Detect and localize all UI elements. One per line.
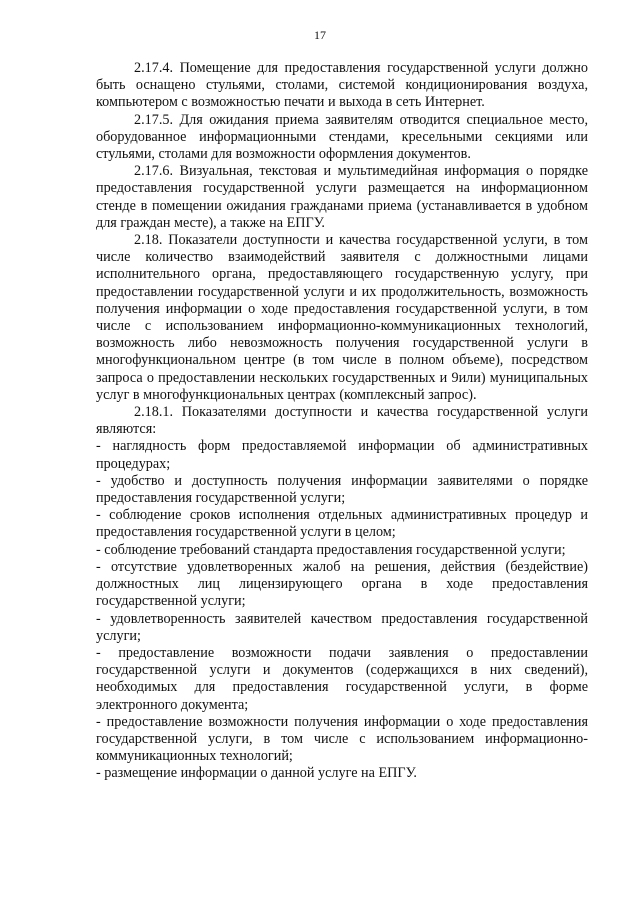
list-item: - удовлетворенность заявителей качеством предоставления государственной услуги; — [96, 610, 588, 644]
list-item: - соблюдение требований стандарта предоставления государственной услуги; — [96, 541, 566, 558]
paragraph-2-17-4: 2.17.4. Помещение для предоставления государственной услуги должно быть оснащено стульями, столами, системой кондиционирования воздуха, компьютером с возможностью печати и выхода в сеть Интернет. — [96, 60, 588, 111]
list-item: - наглядность форм предоставляемой информации об административных процедурах; — [96, 438, 588, 472]
document-body — [96, 60, 588, 783]
list-item: - предоставление возможности получения информации о ходе предоставления государственной услуги, в том числе с использованием информационно-коммуникационных технологий; — [96, 713, 588, 765]
list-item: - удобство и доступность получения информации заявителями о порядке предоставления государственной услуги; — [96, 472, 588, 507]
page-number: 17 — [314, 28, 326, 42]
list-item: - размещение информации о данной услуге на ЕПГУ. — [96, 765, 417, 782]
list-item: - отсутствие удовлетворенных жалоб на решения, действия (бездействие) должностных лиц лицензирующего органа в ходе предоставления государственной услуги; — [96, 558, 588, 610]
list-item: - предоставление возможности подачи заявления о предоставлении государственной услуги и документов (содержащихся в них сведений), необходимых для предоставления государственной услуги, в форме электронного документа; — [96, 644, 588, 713]
paragraph-2-18-1: 2.18.1. Показателями доступности и качества государственной услуги являются: — [96, 404, 588, 438]
list-item: - соблюдение сроков исполнения отдельных административных процедур и предоставления государственной услуги в целом; — [96, 507, 588, 541]
paragraph-2-17-5: 2.17.5. Для ожидания приема заявителям отводится специальное место, оборудованное информационными стендами, кресельными секциями или стульями, столами для возможности оформления документов. — [96, 111, 588, 163]
paragraph-2-18: 2.18. Показатели доступности и качества государственной услуги, в том числе количество взаимодействий заявителя с должностными лицами исполнительного органа, предоставляющего государственную услугу, при предоставлении государственной услуги и их продолжительность, возможность получения информации о ходе предоставления государственной услуги, в том числе с использованием информационно-коммуникационных технологий, возможность либо невозможность получения государственной услуги в многофункциональном центре (в том числе в полном объеме), посредством запроса о предоставлении нескольких государственных и 9или) муниципальных услуг в многофункциональных центрах (комплексный запрос). — [96, 232, 588, 403]
paragraph-2-17-6: 2.17.6. Визуальная, текстовая и мультимедийная информация о порядке предоставления государственной услуги размещается на информационном стенде в помещении ожидания гражданами приема (устанавливается в удобном для граждан месте), а также на ЕПГУ. — [96, 163, 588, 231]
